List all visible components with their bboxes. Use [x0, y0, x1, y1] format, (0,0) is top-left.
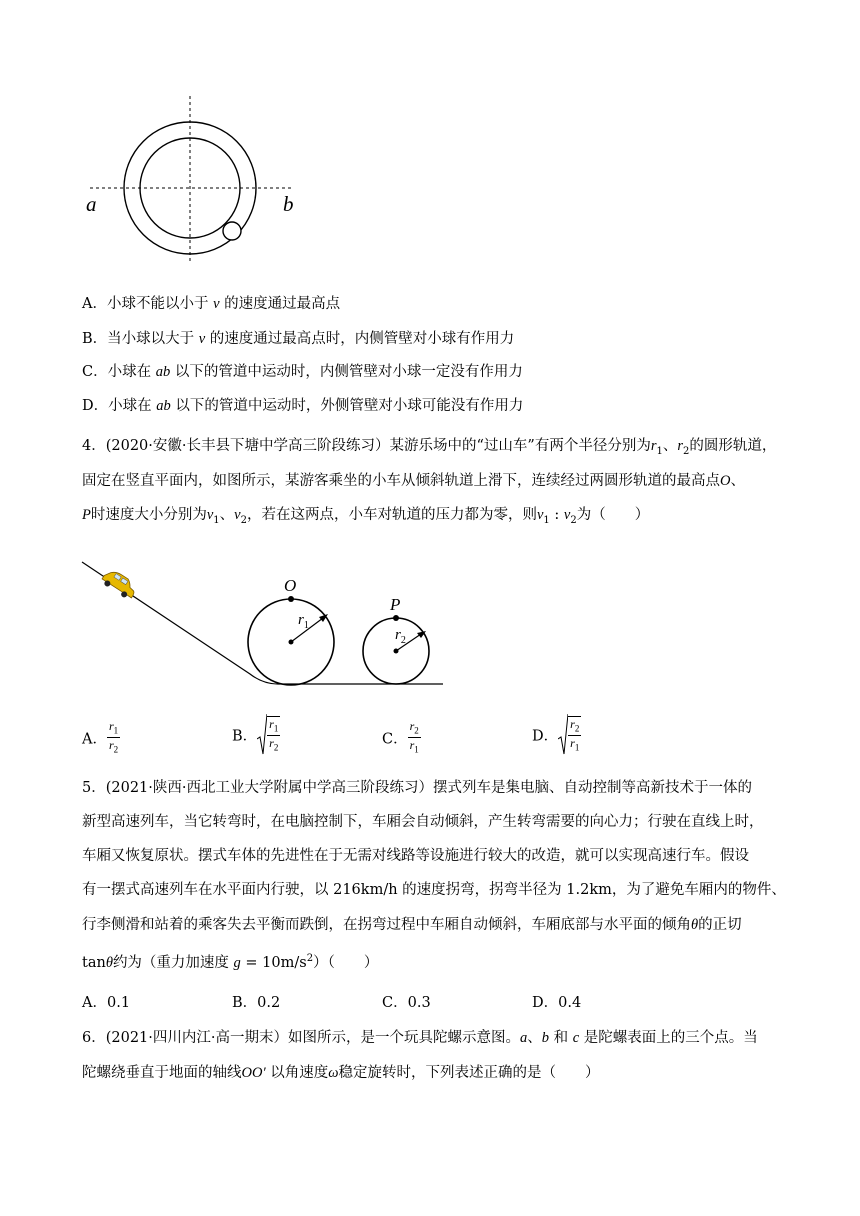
q4-option-b — [232, 713, 280, 757]
sub: 1 — [273, 723, 279, 733]
tan-text: tan — [82, 955, 106, 971]
var-r: r — [677, 438, 684, 454]
roller-coaster-figure — [78, 556, 458, 691]
q4-option-c — [382, 719, 421, 757]
q4-line2 — [82, 469, 745, 490]
option-text: 的速度通过最高点时，内侧管壁对小球有作用力 — [205, 331, 515, 347]
q4-option-a — [82, 719, 120, 757]
fraction — [267, 716, 280, 755]
sub: 2 — [570, 514, 577, 526]
q5-line2: 新型高速列车，当它转弯时，在电脑控制下，车厢会自动倾斜，产生转弯需要的向心力；行驶在直线上时， — [82, 814, 764, 830]
var-v: v — [234, 507, 241, 523]
var-axis: OO′ — [241, 1065, 266, 1081]
num: r — [570, 716, 575, 731]
var-v: v — [536, 507, 544, 523]
q4-line1 — [82, 434, 776, 457]
label-a: a — [86, 192, 97, 216]
option-letter: D． — [532, 728, 559, 745]
sub: 2 — [240, 514, 247, 526]
sub: 2 — [414, 725, 419, 736]
sub: 1 — [543, 514, 550, 526]
option-letter: C． — [82, 364, 108, 380]
q3-option-c — [82, 360, 523, 381]
q3-option-a — [82, 292, 340, 313]
sub: 1 — [213, 514, 220, 526]
q4-option-d — [532, 713, 581, 757]
ball — [223, 222, 241, 240]
q6-text: 6．(2021·四川内江·高一期末）如图所示，是一个玩具陀螺示意图。 — [82, 1030, 520, 1046]
option-letter: B． — [232, 728, 258, 745]
label-r1: $r_1$ — [298, 612, 309, 631]
option-var: v — [213, 296, 220, 312]
var-v: v — [563, 507, 571, 523]
option-text: 以下的管道中运动时，外侧管壁对小球可能没有作用力 — [170, 398, 524, 414]
q5-text: 行李侧滑和站着的乘客失去平衡而跌倒，在拐弯过程中车厢自动倾斜，车厢底部与水平面的倾角 — [82, 917, 691, 933]
q4-text: 的圆形轨道， — [689, 438, 777, 454]
option-letter: B． — [82, 331, 108, 347]
point-o — [288, 596, 294, 602]
q5-line6 — [82, 951, 378, 972]
sub: 1 — [414, 744, 419, 755]
var-r: r — [650, 438, 657, 454]
var-b: b — [541, 1030, 549, 1046]
option-letter: B． — [232, 995, 258, 1011]
q5-text: = 10m/s — [240, 955, 307, 971]
q5-option-b — [232, 991, 280, 1012]
q5-option-a — [82, 991, 130, 1012]
option-text: 小球在 — [108, 398, 157, 414]
slope-track — [82, 562, 443, 684]
point-p — [393, 615, 399, 621]
sub: 1 — [656, 445, 663, 457]
var-theta: θ — [105, 955, 113, 971]
sub: 1 — [113, 725, 119, 736]
option-letter: A． — [82, 995, 107, 1011]
q6-text: 以角速度 — [265, 1065, 329, 1081]
q5-line5 — [82, 913, 742, 934]
var-p: P — [82, 507, 91, 523]
option-var: v — [198, 331, 206, 347]
fraction — [107, 719, 120, 757]
option-text: 小球在 — [107, 364, 156, 380]
q5-text: ）（ ） — [313, 955, 379, 971]
label-o: O — [284, 576, 297, 595]
q5-line3: 车厢又恢复原状。摆式车体的先进性在于无需对线路等设施进行较大的改造，就可以实现高速行车。假设 — [82, 848, 749, 864]
sub: 2 — [273, 742, 279, 753]
q4-text: 时速度大小分别为 — [90, 507, 207, 523]
option-letter: D． — [532, 995, 559, 1011]
option-value: 0.4 — [558, 995, 582, 1011]
sep: 、 — [662, 438, 678, 454]
option-text: 当小球以大于 — [107, 331, 199, 347]
sqrt-icon — [558, 713, 568, 757]
q5-text: 的正切 — [698, 917, 742, 933]
q6-text: 是陀螺表面上的三个点。当 — [579, 1030, 758, 1046]
den: r — [269, 736, 274, 750]
den: r — [570, 736, 575, 750]
option-letter: D． — [82, 398, 109, 414]
q6-text: 稳定旋转时，下列表述正确的是（ ） — [338, 1065, 600, 1081]
q6-line2 — [82, 1061, 599, 1082]
var-v: v — [206, 507, 214, 523]
q4-text: 4．(2020·安徽·长丰县下塘中学高三阶段练习）某游乐场中的“过山车”有两个半径分别为 — [82, 438, 651, 454]
option-var: ab — [156, 398, 171, 414]
label-b: b — [283, 192, 294, 216]
den: r — [108, 738, 114, 753]
sqrt-icon — [257, 713, 267, 757]
q5-line1: 5．(2021·陕西·西北工业大学附属中学高三阶段练习）摆式列车是集电脑、自动控制等高新技术于一体的 — [82, 780, 752, 796]
q5-option-d — [532, 991, 581, 1012]
label-p: P — [390, 595, 401, 614]
option-letter: C． — [382, 995, 408, 1011]
sep: 、 — [527, 1030, 542, 1046]
option-letter: A． — [82, 296, 107, 312]
option-value: 0.2 — [257, 995, 281, 1011]
var-omega: ω — [328, 1065, 339, 1081]
option-letter: A． — [82, 731, 107, 748]
sep: 、 — [730, 473, 745, 489]
sub: 2 — [113, 744, 119, 755]
q5-option-c — [382, 991, 431, 1012]
option-text: 以下的管道中运动时，内侧管壁对小球一定没有作用力 — [170, 364, 523, 380]
var-theta: θ — [691, 917, 699, 933]
sep: 、 — [219, 507, 235, 523]
q3-option-b — [82, 327, 514, 348]
sub: 1 — [574, 742, 580, 753]
var-a: a — [520, 1030, 528, 1046]
option-value: 0.1 — [106, 995, 131, 1011]
num: r — [269, 716, 274, 731]
option-text: 小球不能以小于 — [106, 296, 214, 312]
colon: : — [549, 507, 564, 523]
num: r — [409, 719, 415, 733]
option-text: 的速度通过最高点 — [219, 296, 341, 312]
sup: 2 — [306, 953, 314, 965]
option-letter: C． — [382, 731, 408, 748]
var-g: g — [233, 955, 241, 971]
var-c: c — [572, 1030, 580, 1046]
fraction — [408, 719, 421, 757]
tube-loop-figure — [80, 90, 310, 265]
q4-text: 为（ ） — [576, 507, 650, 523]
q5-text: 约为（重力加速度 — [112, 955, 234, 971]
q4-text: ，若在这两点，小车对轨道的压力都为零，则 — [246, 507, 537, 523]
fraction — [568, 716, 581, 755]
q4-text: 固定在竖直平面内，如图所示，某游客乘坐的小车从倾斜轨道上滑下，连续经过两圆形轨道的最高点 — [82, 473, 720, 489]
label-r2: $r_2$ — [395, 627, 406, 646]
var-o: O — [720, 473, 731, 489]
den: r — [409, 738, 415, 753]
option-value: 0.3 — [407, 995, 431, 1011]
q5-line4: 有一摆式高速列车在水平面内行驶，以 216km/h 的速度拐弯，拐弯半径为 1.2km，为了避免车厢内的物件、 — [82, 882, 786, 898]
num: r — [108, 719, 114, 733]
q6-line1 — [82, 1026, 758, 1047]
q6-text: 陀螺绕垂直于地面的轴线 — [82, 1065, 242, 1081]
q6-text: 和 — [549, 1030, 573, 1046]
q3-option-d — [82, 394, 523, 415]
sub: 2 — [574, 723, 580, 733]
option-var: ab — [155, 364, 171, 380]
sub: 2 — [683, 445, 690, 457]
q4-line3 — [82, 503, 649, 526]
